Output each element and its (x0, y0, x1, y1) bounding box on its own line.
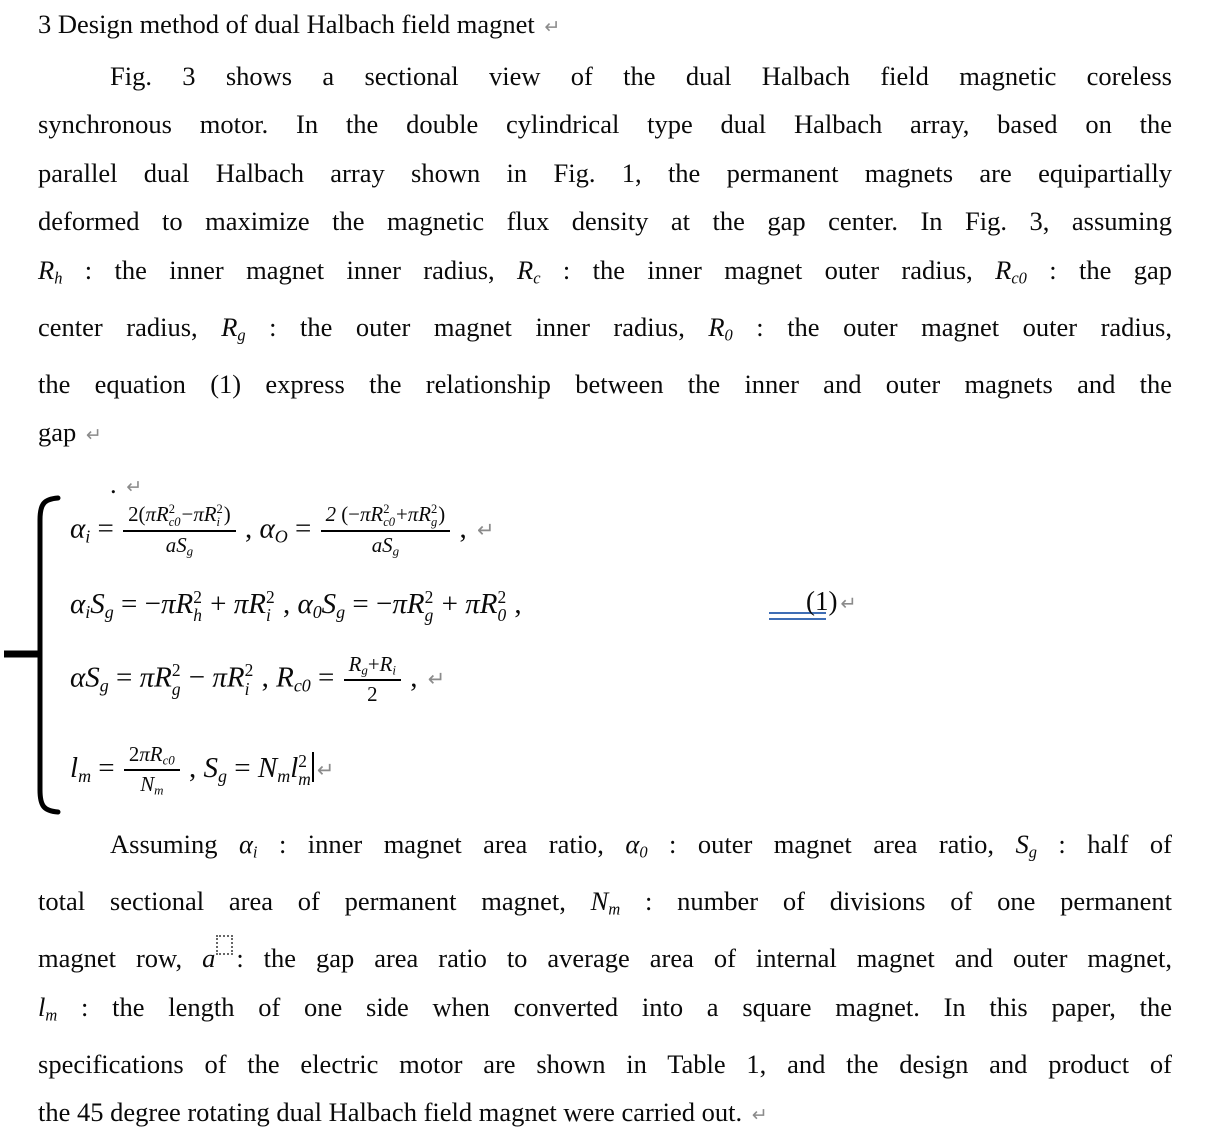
text-run: 3 Design method of dual Halbach field magnet (38, 9, 542, 39)
math-var: S (203, 751, 219, 784)
text-run: : the outer magnet outer radius, (732, 311, 1172, 342)
para2-line-6 (38, 1088, 1172, 1140)
text-run: Assuming (110, 829, 239, 859)
math-sub: g (237, 325, 246, 345)
text-run: magnet row, (38, 943, 203, 974)
text-run: parallel dual Halbach array shown in Fig. 1, the permanent magnets are equipartially (38, 157, 1172, 188)
text-run: + (434, 588, 466, 620)
math-sub: m (608, 899, 621, 919)
text-run: total sectional area of permanent magnet, (38, 886, 591, 917)
math-sub: c0 (383, 515, 396, 530)
math-var: S (1015, 829, 1029, 859)
math-var: πR (233, 588, 266, 620)
math-var: α (238, 829, 253, 859)
text-run: specifications of the electric motor are shown in Table 1, and the design and product of (38, 1048, 1172, 1079)
math-var: R (221, 311, 238, 342)
math-var: S (90, 588, 105, 620)
math-var: S (321, 588, 337, 620)
math-sub: g (336, 602, 346, 623)
math-var: R (517, 254, 534, 285)
math-sup: 2 (244, 660, 254, 681)
fraction-denominator (166, 532, 193, 559)
math-var: πR (359, 502, 384, 526)
equation-line-4 (70, 742, 334, 798)
math-var: πR (407, 502, 432, 526)
text-run: , (181, 751, 204, 784)
text-run: , (275, 588, 298, 620)
math-sup: 2 (497, 587, 507, 608)
math-sup-sub (217, 503, 223, 529)
math-sub: g (186, 543, 194, 559)
return-mark: ↵ (316, 757, 335, 782)
math-var: πR (160, 588, 194, 620)
fraction-numerator (344, 652, 401, 681)
math-sup: 2 (431, 502, 438, 517)
text-run: − (181, 661, 213, 694)
math-var: πR (392, 588, 425, 620)
math-var: α (70, 588, 86, 620)
math-sup: 2 (216, 502, 223, 517)
fraction (124, 742, 180, 798)
para1-line-2 (38, 100, 1172, 149)
math-var: R (379, 652, 393, 676)
math-sup: 2 (424, 587, 434, 608)
math-var: α (259, 512, 275, 545)
fraction (344, 652, 401, 707)
math-sub: c (533, 268, 541, 288)
fraction (123, 502, 236, 560)
math-sup: 2 (383, 502, 390, 517)
text-run: : outer magnet area ratio, (647, 829, 1016, 859)
text-run: ) (223, 502, 231, 526)
math-var: aS (165, 533, 187, 558)
text-run: center radius, (38, 311, 222, 342)
math-sub: g (424, 605, 434, 626)
text-run: : number of divisions of one permanent (620, 886, 1172, 917)
para2-line-1 (38, 820, 1172, 877)
math-sub: c0 (293, 675, 311, 696)
fraction-numerator (321, 502, 451, 532)
math-var: 2 (325, 502, 337, 526)
math-sup: 2 (168, 502, 175, 517)
math-sup-sub (193, 588, 202, 625)
return-mark: ↵ (476, 518, 495, 543)
text-run: synchronous motor. In the double cylindrical type dual Halbach array, based on the (38, 109, 1172, 139)
text-run: = − (345, 588, 393, 620)
paragraph-2 (38, 820, 1172, 1140)
math-sub: i (252, 842, 258, 862)
return-mark: ↵ (427, 667, 446, 692)
text-run: , (452, 512, 474, 545)
text-run: : the length of one side when converted into a square magnet. In this paper, the (57, 991, 1172, 1022)
fraction-denominator (367, 681, 377, 707)
fraction-numerator (124, 742, 180, 771)
math-sub: h (54, 268, 63, 288)
left-curly-brace-glyph (0, 494, 64, 818)
para1-line-6 (38, 303, 1172, 360)
math-var: R (276, 661, 294, 694)
math-sup-sub (383, 503, 395, 529)
text-run: ) (438, 502, 446, 526)
math-sub: c0 (162, 752, 175, 768)
math-var: aS (371, 533, 393, 558)
para2-line-2 (38, 877, 1172, 934)
math-sub: g (1028, 842, 1037, 862)
math-sub: i (392, 662, 397, 678)
text-run: : the gap area ratio to average area of internal magnet and outer magnet, (236, 943, 1172, 974)
text-run: 2 (128, 742, 140, 766)
math-sup: 2 (298, 750, 307, 771)
para2-line-5 (38, 1040, 1172, 1089)
math-var: l (38, 991, 46, 1022)
math-sub: i (85, 526, 91, 547)
missing-glyph-box (216, 935, 233, 955)
math-sub: m (45, 1005, 58, 1025)
text-run: = (287, 512, 319, 545)
math-var: πR (139, 742, 163, 766)
return-mark: ↵ (544, 16, 561, 38)
para1-line-3 (38, 149, 1172, 198)
math-sub: c0 (1011, 268, 1027, 288)
text-run: = (90, 512, 122, 545)
math-sub: 0 (497, 605, 507, 626)
text-run: the equation (1) express the relationship between the inner and outer magnets and the (38, 368, 1172, 399)
text-run: : the outer magnet inner radius, (245, 311, 709, 342)
text-run: : the gap (1026, 254, 1172, 285)
math-sub: m (78, 765, 92, 786)
para1-line-4 (38, 197, 1172, 246)
math-var: N (257, 751, 278, 784)
math-sup-sub (169, 503, 181, 529)
equation-number-text: (1) (806, 586, 838, 616)
math-sub: i (85, 602, 91, 623)
math-sup-sub (266, 588, 275, 625)
text-run: (− (336, 502, 360, 526)
math-sub: g (171, 678, 181, 699)
math-sub: g (99, 675, 109, 696)
text-run: : the inner magnet outer radius, (540, 254, 996, 285)
math-sup-sub (172, 661, 181, 698)
math-sub: O (274, 526, 288, 547)
text-run: , (254, 661, 277, 694)
math-sub: g (392, 543, 400, 559)
text-run: , (403, 661, 425, 694)
equation-line-1 (70, 502, 494, 560)
math-sup-sub (425, 588, 434, 625)
math-var: R (708, 311, 725, 342)
text-run: + (396, 502, 408, 526)
math-var: N (590, 886, 609, 917)
text-run: , (507, 588, 522, 620)
para1-line-5 (38, 246, 1172, 303)
math-sup-sub (497, 588, 506, 625)
text-run: = (91, 751, 122, 784)
text-run: : the inner magnet inner radius, (62, 254, 518, 285)
text-run: deformed to maximize the magnetic flux density at the gap center. In Fig. 3, assuming (38, 206, 1172, 236)
math-sub: i (216, 515, 221, 530)
return-mark: ↵ (85, 424, 102, 447)
text-run: the 45 degree rotating dual Halbach field magnet were carried out. (38, 1097, 749, 1128)
math-sup: 2 (193, 587, 202, 608)
text-run: : half of (1036, 829, 1173, 859)
text-run: 2( (128, 502, 146, 526)
math-var: R (348, 652, 362, 676)
text-run: = (310, 661, 342, 694)
fraction (321, 502, 451, 560)
text-run: , (237, 512, 260, 545)
text-run: = (227, 751, 258, 784)
math-sub: i (266, 605, 271, 626)
math-var: l (70, 751, 79, 784)
text-run: − (181, 502, 194, 526)
math-var: πR (212, 661, 245, 694)
section-heading (38, 0, 1172, 52)
math-var: πR (139, 661, 172, 694)
math-sup: 2 (266, 587, 275, 608)
text-run: : inner magnet area ratio, (257, 829, 626, 859)
fraction-numerator (123, 502, 236, 532)
math-sub: h (193, 605, 202, 626)
math-var: αS (70, 661, 100, 694)
text-run: + (367, 652, 380, 676)
math-sub: g (431, 515, 438, 530)
return-mark: ↵ (751, 1104, 768, 1127)
math-var: πR (465, 588, 498, 620)
math-sup: 2 (171, 660, 181, 681)
math-var: α (297, 588, 313, 620)
math-var: a (202, 943, 216, 974)
math-var: πR (193, 502, 217, 526)
math-sup-sub (245, 661, 254, 698)
text-run: = (108, 661, 140, 694)
equation-line-2 (70, 588, 522, 625)
para1-line-8 (38, 408, 1172, 460)
math-var: l (290, 751, 299, 784)
math-sup-sub (431, 503, 437, 529)
math-sub: g (104, 602, 114, 623)
equation-line-3 (70, 652, 445, 707)
math-var: R (38, 254, 55, 285)
math-sub: g (361, 662, 368, 678)
math-sub: g (218, 765, 228, 786)
math-sub: 0 (724, 325, 733, 345)
return-mark: ↵ (126, 475, 143, 498)
para1-line-1 (38, 52, 1172, 101)
text-run: gap (38, 417, 83, 448)
math-var: πR (145, 502, 169, 526)
para2-line-3 (38, 934, 1172, 983)
math-sub: 0 (312, 602, 322, 623)
text-run: . (110, 468, 124, 499)
math-sub: i (244, 678, 250, 699)
math-sub: m (277, 765, 291, 786)
text-run: Fig. 3 shows a sectional view of the dual Halbach field magnetic coreless (110, 60, 1172, 91)
math-sub: m (154, 782, 164, 798)
document-body (38, 0, 1172, 511)
math-sub: c0 (168, 515, 181, 530)
fraction-denominator (372, 532, 399, 559)
text-run: 2 (367, 682, 378, 707)
fraction-denominator (140, 771, 163, 798)
text-run: = − (113, 588, 161, 620)
math-sub: 0 (639, 842, 648, 862)
math-var: α (625, 829, 640, 859)
text-run: + (202, 588, 234, 620)
para2-line-4 (38, 983, 1172, 1040)
math-var: α (70, 512, 86, 545)
math-var: R (995, 254, 1012, 285)
math-sup-sub (298, 752, 311, 789)
equation-number (806, 586, 857, 617)
math-sub: m (298, 769, 311, 790)
return-mark: ↵ (840, 592, 857, 615)
para1-line-7 (38, 360, 1172, 409)
math-var: N (140, 772, 155, 797)
